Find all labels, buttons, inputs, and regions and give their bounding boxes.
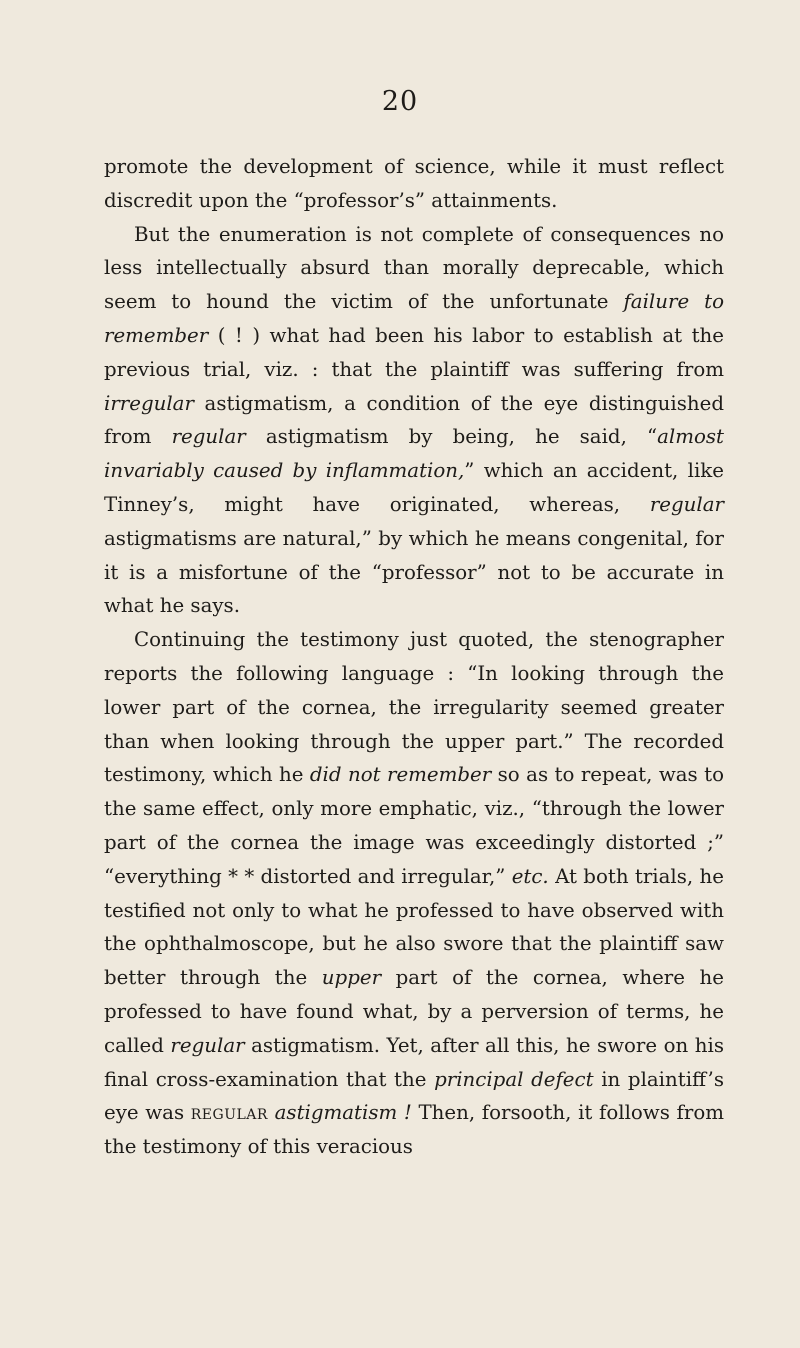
text-segment: in plaintiff’s eye was — [104, 1067, 724, 1125]
page-number: 20 — [381, 86, 419, 117]
text-segment: But the enumeration is not complete of consequences no less intellectually absurd than morally deprecable, which seem to hound the victim of the unfortunate — [104, 222, 724, 314]
paragraph-1 — [104, 150, 724, 218]
italic-phrase: almost invariably caused by inflammation, — [104, 425, 724, 483]
italic-phrase: regular — [170, 1033, 245, 1057]
italic-phrase: upper — [321, 966, 382, 990]
italic-phrase: astigmatism ! — [274, 1101, 412, 1125]
text-segment: ( ! ) what had been his labor to establish at the previous trial, viz. : that the plaintiff was suffering from — [104, 323, 724, 381]
text-segment: so as to repeat, was to the same effect, only more emphatic, viz., “through the lower part of the cornea the image was exceedingly distorted ;” “everything * * distorted and irregular,” — [104, 763, 724, 888]
text-segment: astigmatisms are natural,” by which he means congenital, for it is a misfortune of the “professor” not to be accurate in what he says. — [104, 526, 724, 618]
italic-phrase: regular — [171, 425, 246, 449]
text-segment: astigmatism by being, he said, “ — [245, 425, 658, 449]
italic-phrase: failure to remember — [104, 290, 724, 347]
italic-phrase: regular — [649, 492, 724, 516]
italic-phrase: irregular — [104, 391, 194, 415]
text-segment: promote the development of science, while it must reflect discredit upon the “professor’s” attainments. — [104, 155, 724, 212]
italic-phrase: principal defect — [434, 1067, 594, 1091]
paragraph-3 — [104, 623, 724, 1164]
text-segment: Then, forsooth, it follows from the testimony of this veracious — [104, 1101, 724, 1159]
text-segment — [268, 1101, 275, 1124]
body-text — [104, 150, 724, 1164]
text-segment: Continuing the testimony just quoted, the stenographer reports the following language : “In looking through the lower part of the cornea, the irregularity seemed greater than when looking through the upper part.” The recorded testimony, which he — [104, 628, 724, 787]
italic-phrase: etc. — [511, 864, 549, 888]
text-segment: part of the cornea, where he professed to have found what, by a perversion of terms, he called — [104, 966, 724, 1057]
small-caps-word: regular — [190, 1101, 268, 1125]
text-segment: At both trials, he testified not only to what he professed to have observed with the ophthalmoscope, but he also swore that the plaintiff saw better through the — [104, 864, 724, 990]
paragraph-2 — [104, 218, 724, 624]
text-segment: astigmatism, a condition of the eye distinguished from — [104, 391, 724, 449]
italic-phrase: did not remember — [309, 763, 492, 787]
text-segment: astigmatism. Yet, after all this, he swore on his final cross-examination that the — [104, 1033, 724, 1091]
text-segment: ” which an accident, like Tinney’s, might have originated, whereas, — [104, 459, 724, 516]
